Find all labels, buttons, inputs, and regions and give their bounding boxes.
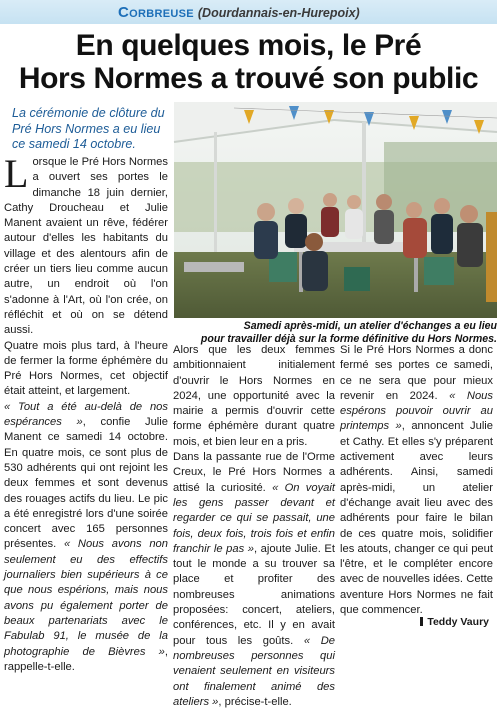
- caption-line-1: Samedi après-midi, un atelier d'échanges a eu lieu: [243, 320, 497, 332]
- paragraph-6-start: Si le Pré Hors Normes a donc fermé ses portes ce samedi, ce ne sera que pour mieux revenir en 2024.: [340, 344, 493, 402]
- paragraph-5-end: , précise-t-elle.: [218, 695, 292, 708]
- paragraph-5-mid: , ajoute Julie. Et tout le monde a su trouver sa place et profiter des nombreuses animations proposées: concert, ateliers, conférences, etc. Il y en avait pour tous les goûts.: [173, 542, 335, 647]
- article-column-2: [173, 343, 335, 710]
- paragraph-5-start: Dans la passante rue de l'Orme Creux, le Pré Hors Normes a attisé la curiosité.: [173, 451, 335, 494]
- photo-caption: [174, 320, 497, 345]
- headline-line-1: En quelques mois, le Pré: [75, 29, 422, 62]
- paragraph-3-text: , confie Julie Manent ce samedi 14 octobre. En quatre mois, ce sont plus de 530 adhérents qui ont rejoint les deux femmes et sont devenus des rouages actifs du lieu. Le pic a été enregistré lors d'une soirée concert avec 165 personnes présentes.: [4, 416, 168, 551]
- paragraph-6-end: , annoncent Julie et Cathy. Et elles s'y préparent activement avec leurs adhérents. Ainsi, samedi après-midi, un atelier d'échange avait lieu avec des adhérents pour faire le bilan de ces quatre mois, solidifier les atouts, changer ce qui peut l'être, et le compléter encore avec de nouvelles idées. Cette aventure Hors Normes ne fait que commencer.: [340, 420, 494, 617]
- paragraph-3-end: , rappelle-t-elle.: [4, 645, 168, 673]
- dropcap: L: [4, 151, 29, 196]
- area-name: (Dourdannais-en-Hurepoix): [197, 6, 360, 20]
- caption-line-2: pour travailler déjà sur la forme définitive du Hors Normes.: [200, 332, 497, 345]
- article-column-3: [340, 343, 493, 618]
- paragraph-3: [4, 400, 168, 675]
- paragraph-1: [4, 151, 168, 339]
- quote-3: « On voyait les gens passer devant et regarder ce qui se passait, une fois, deux fois, trois fois et enfin franchir le pas »: [173, 481, 335, 555]
- paragraph-6: [340, 343, 493, 618]
- paragraph-2: Quatre mois plus tard, à l'heure de fermer la forme éphémère du Pré Hors Normes, cet objectif était atteint, et largement.: [4, 339, 168, 398]
- paragraph-5: [173, 450, 335, 710]
- headline-line-2: Hors Normes a trouvé son public: [18, 62, 479, 95]
- chapo: La cérémonie de clôture du Pré Hors Normes a eu lieu ce samedi 14 octobre.: [12, 106, 165, 151]
- quote-4: « De nombreuses personnes qui venaient seulement en visiteurs ont finalement animé des ateliers »: [173, 634, 335, 708]
- paragraph-1-text: orsque le Pré Hors Normes a ouvert ses portes le dimanche 18 juin dernier, Cathy Droucheau et Julie Manent avaient un rêve, fédérer autour d'elles les habitants du village et des alentours afin de créer un tiers lieu comme aucun autre, un endroit où l'on s'adonne à l'Art, où l'on crée, on réfléchit et où on se détend aussi.: [4, 156, 168, 337]
- town-name: Corbreuse: [118, 4, 194, 21]
- paragraph-4: Alors que les deux femmes ambitionnaient initialement d'ouvrir le Hors Normes en 2024, une opportunité avec la mairie a permis d'ouvrir cette forme éphémère durant quatre mois, et bien leur en a pris.: [173, 344, 335, 448]
- quote-5: « Nous espérons pouvoir ouvrir au printemps »: [340, 389, 493, 433]
- article-column-1: [4, 151, 168, 675]
- tent-workshop-photo: [174, 102, 497, 318]
- quote-1: « Tout a été au-delà de nos espérances »: [4, 400, 168, 429]
- quote-2: « Nous avons non seulement eu des effectifs journaliers bien supérieurs à ce que nous espérions, mais nous avons pu également porter de beaux partenariats avec le Fabulab 91, le musée de la photographie de Bièvres »: [4, 538, 168, 658]
- article-photo: [174, 102, 497, 318]
- section-kicker: [118, 4, 360, 21]
- byline: Teddy Vaury: [420, 616, 489, 628]
- headline: [0, 29, 497, 95]
